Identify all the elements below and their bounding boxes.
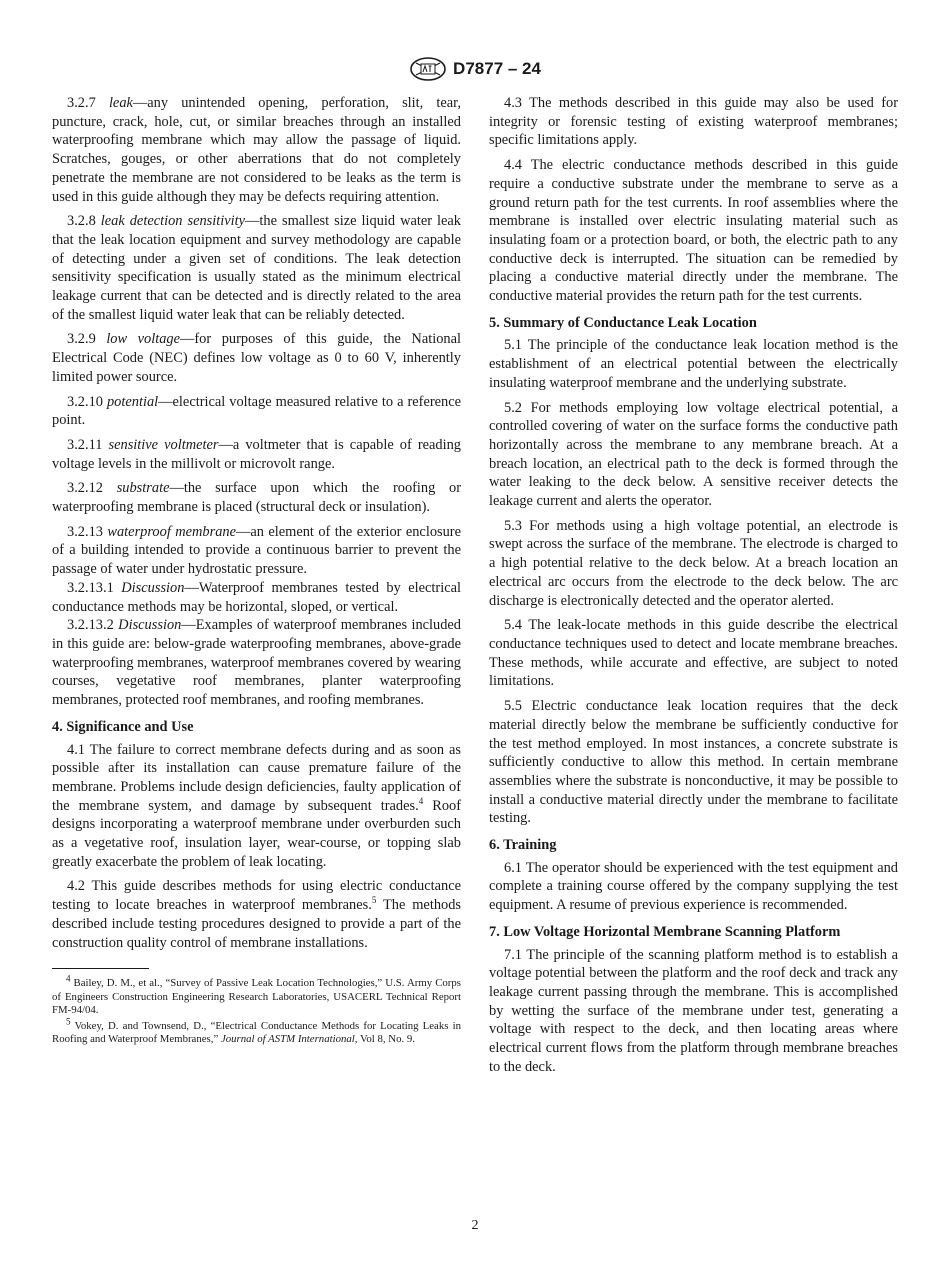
paragraph-5-2: 5.2 For methods employing low voltage electrical potential, a controlled covering of water on the surface forms the conductive path horizontally across the membrane to any membrane breach. At a breach location, an electrical path to the deck is formed through the water leaking to the deck below. A sensitive receiver detects the leakage current and alerts the operator. <box>489 399 898 510</box>
paragraph-6-1: 6.1 The operator should be experienced with the test equipment and complete a training course offered by the company supplying the test equipment. A resume of previous experience is recommended. <box>489 859 898 914</box>
paragraph-4-4: 4.4 The electric conductance methods described in this guide require a conductive substrate under the membrane to serve as a ground return path for the test currents. In roof assemblies where the membrane is installed over electric insulating material such as insulating foam or a protection board, or both, the electric path to any conductive deck is interrupted. The situation can be remedied by placing a conductive material directly under the membrane. The conductive material provides the return path for the test currents. <box>489 157 898 305</box>
definition-3-2-9: 3.2.9 low voltage—for purposes of this guide, the National Electrical Code (NEC) defines low voltage as 0 to 60 V, inherently limited power source. <box>52 331 461 385</box>
left-column <box>52 94 461 1049</box>
definition-3-2-8: 3.2.8 leak detection sensitivity—the smallest size liquid water leak that the leak location equipment and survey methodology are capable of detecting under a given set of conditions. The leak detection sensitivity specification is usually stated as the minimum electrical leakage current that can be detected and is directly related to the area of the smallest liquid water leak that can be reliably detected. <box>52 213 461 323</box>
astm-logo-icon <box>409 57 447 81</box>
footnote-4: $^4$ Bailey, D. M., et al., “Survey of Passive Leak Location Technologies,” U.S. Army Corps of Engineers Construction Engineering Research Laboratories, USACERL Technical Report FM-94/04. <box>52 973 461 1017</box>
page-number: 2 <box>471 1218 479 1233</box>
definition-3-2-13: 3.2.13 waterproof membrane—an element of the exterior enclosure of a building intended to provide a continuous barrier to prevent the passage of water under hydrostatic pressure. <box>52 523 461 578</box>
page-header <box>0 56 950 82</box>
journal-title: Journal of ASTM International <box>220 1033 355 1046</box>
discussion-3-2-13-1: 3.2.13.1 Discussion—Waterproof membranes tested by electrical conductance methods may be horizontal, sloped, or vertical. <box>52 579 461 615</box>
footnote-divider <box>52 968 149 969</box>
definition-3-2-7: 3.2.7 leak—any unintended opening, perforation, slit, tear, puncture, crack, hole, cut, or similar breaches through an installed waterproofing membrane which may allow the passage of liquid. Scratches, gouges, or other aberrations that do not completely penetrate the membrane are not considered to be leaks as the term is used in this guide although they may be defects requiring attention. <box>52 95 461 205</box>
footnote-ref-5[interactable]: 5 <box>371 895 377 906</box>
paragraph-4-1: 4.1 The failure to correct membrane defects during and as soon as possible after its installation can cause premature failure of the membrane. Problems include design deficiencies, faulty application of the membrane system, and damage by subsequent trades.$^4$ Roof designs incorporating a waterproof membrane under overburden such as a vegetative roof, insulation layer, wear-course, or topping slab greatly exacerbate the problem of leak locating. <box>52 741 461 870</box>
definition-term: low voltage <box>106 331 180 348</box>
discussion-3-2-13-2: 3.2.13.2 Discussion—Examples of waterproof membranes included in this guide are: below-grade waterproofing membranes, above-grade waterproofing membranes, waterproof membranes covered by wearing courses, vegetative roof membranes, planter waterproofing membranes, protected roof membranes, and roofing membranes. <box>52 617 461 709</box>
definition-term: leak detection sensitivity <box>100 213 246 230</box>
section-5-heading: 5. Summary of Conductance Leak Location <box>489 314 757 331</box>
section-6-heading: 6. Training <box>489 837 557 854</box>
definition-term: leak <box>108 95 133 111</box>
definition-3-2-10: 3.2.10 potential—electrical voltage measured relative to a reference point. <box>52 393 461 429</box>
document-designation: D7877 – 24 <box>453 59 541 78</box>
paragraph-7-1: 7.1 The principle of the scanning platform method is to establish a voltage potential between the platform and the roof deck and track any leakage current passing through the membrane. This is accomplished by wetting the surface of the membrane under test, generating a voltage with respect to the deck, and then locating areas where electrical current flows from the platform through membrane breaches to the deck. <box>489 946 898 1075</box>
definition-term: substrate <box>116 480 170 497</box>
definition-3-2-11: 3.2.11 sensitive voltmeter—a voltmeter that is capable of reading voltage levels in the millivolt or microvolt range. <box>52 436 462 472</box>
paragraph-4-2: 4.2 This guide describes methods for using electric conductance testing to locate breaches in waterproof membranes.$^5$ The methods described include testing procedures designed to provide a part of the construction quality control of membrane installations. <box>52 878 461 951</box>
paragraph-4-3: 4.3 The methods described in this guide may also be used for integrity or forensic testing of existing waterproof membranes; specific limitations apply. <box>489 95 898 149</box>
definition-term: potential <box>106 393 159 410</box>
section-4-heading: 4. Significance and Use <box>52 718 194 735</box>
paragraph-5-5: 5.5 Electric conductance leak location requires that the deck material directly below the membrane be sufficiently conductive for the test method employed. In most instances, a concrete substrate is sufficiently conductive to allow this method. In certain membrane assemblies where the substrate is nonconductive, it may be possible to install a conductive material directly under the membrane to facilitate testing. <box>489 698 898 827</box>
footnote-ref-4[interactable]: 4 <box>418 795 424 806</box>
discussion-label: Discussion <box>121 579 185 596</box>
right-column <box>489 94 898 1082</box>
paragraph-5-3: 5.3 For methods using a high voltage potential, an electrode is swept across the surface of the membrane. The electrode is charged to a high potential relative to the deck below. At a breach location an electrical arc occurs from the electrode to the deck below. The arc discharge is electronically detected and the operator alerted. <box>489 517 898 609</box>
definition-3-2-12: 3.2.12 substrate—the surface upon which the roofing or waterproofing membrane is placed (structural deck or insulation). <box>52 480 461 516</box>
section-7-heading: 7. Low Voltage Horizontal Membrane Scanning Platform <box>489 923 841 940</box>
definition-term: sensitive voltmeter <box>108 436 219 453</box>
paragraph-5-4: 5.4 The leak-locate methods in this guide describe the electrical conductance techniques used to detect and locate membrane breaches. These methods, while accurate and effective, are subject to noted limitations. <box>489 617 898 690</box>
paragraph-5-1: 5.1 The principle of the conductance leak location method is the establishment of an electrical potential between the electrically insulating waterproof membrane and the underlying substrate. <box>489 337 898 391</box>
definition-term: waterproof membrane <box>107 523 236 540</box>
footnote-5: $^5$ Vokey, D. and Townsend, D., “Electrical Conductance Methods for Locating Leaks in Roofing and Waterproof Membranes,” Journal of ASTM International, Vol 8, No. 9. <box>52 1016 461 1046</box>
discussion-label: Discussion <box>118 617 182 634</box>
